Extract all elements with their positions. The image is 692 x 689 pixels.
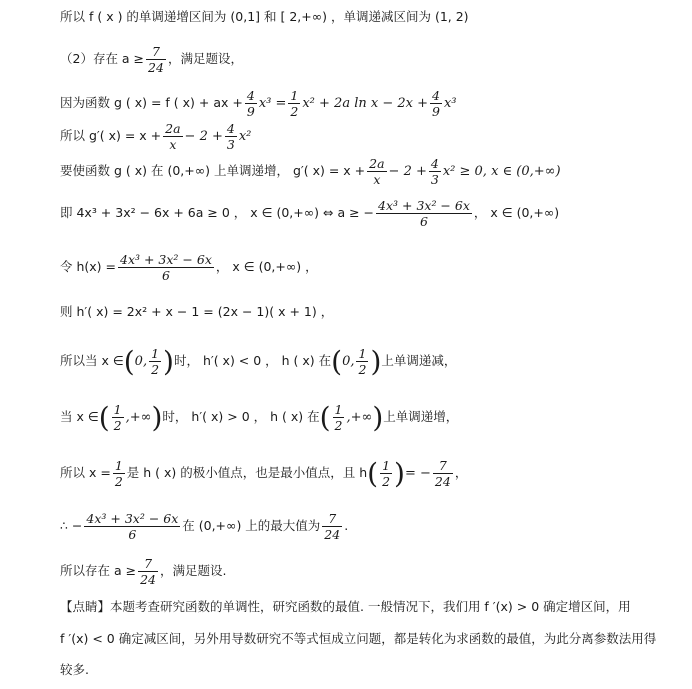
left-paren: (: [319, 400, 331, 434]
text: 在 (0,+∞) 上的最大值为: [182, 518, 321, 533]
fraction: [146, 44, 166, 75]
text: 所以 g′( x) = x +: [60, 128, 162, 143]
text: 是 h ( x) 的极小值点，也是最小值点，且 h: [126, 465, 368, 480]
fraction: [333, 402, 345, 433]
denominator: 3: [430, 172, 439, 187]
left-paren: (: [98, 400, 110, 434]
numerator: 4x³ + 3x² − 6x: [378, 198, 470, 213]
numerator: 7: [438, 458, 447, 473]
numerator: 7: [144, 556, 153, 571]
text: 上单调递减，: [381, 353, 457, 368]
denominator: 24: [148, 60, 164, 75]
text: 上单调递增，: [383, 409, 459, 424]
denominator: 2: [358, 362, 367, 377]
right-paren: ): [394, 456, 405, 490]
math: x³: [443, 96, 457, 111]
numerator: 4: [226, 121, 235, 136]
fraction: [84, 511, 180, 542]
text: 所以 x =: [60, 465, 111, 480]
denominator: 2: [151, 362, 160, 377]
numerator: 1: [334, 402, 343, 417]
denominator: x: [163, 136, 182, 152]
denominator: 24: [324, 527, 341, 542]
denominator: 9: [246, 104, 255, 119]
math: ,+∞: [125, 410, 152, 425]
math: x²: [238, 129, 252, 144]
numerator: 2a: [369, 156, 385, 171]
denominator: 2: [382, 474, 391, 489]
text: ，: [454, 465, 468, 480]
denominator: 6: [118, 267, 214, 283]
line-comment-1: 【点睛】本题考查研究函数的单调性，研究函数的最值. 一般情况下，我们用 f ′(x) > 0 确定增区间，用: [60, 599, 631, 614]
denominator: 2: [334, 418, 343, 433]
fraction: [112, 402, 124, 433]
text: 时， h′( x) > 0 ， h ( x) 在: [162, 409, 320, 424]
numerator: 2a: [165, 121, 181, 136]
denominator: 24: [434, 474, 451, 489]
line-increasing-case: [60, 402, 458, 433]
fraction: [322, 511, 342, 542]
numerator: 4x³ + 3x² − 6x: [120, 252, 212, 267]
line-comment-3: 较多.: [60, 662, 89, 677]
left-paren: (: [331, 344, 343, 378]
math: x² + 2a ln x − 2x +: [302, 96, 428, 111]
numerator: 7: [328, 511, 337, 526]
text: 时， h′( x) < 0 ， h ( x) 在: [173, 353, 332, 368]
fraction: [163, 121, 182, 152]
numerator: 1: [358, 346, 367, 361]
numerator: 1: [151, 346, 160, 361]
line-g-derivative: [60, 121, 251, 152]
fraction: [113, 458, 125, 489]
right-paren: ): [372, 400, 384, 434]
numerator: 1: [290, 88, 299, 103]
line-maximum-value: [60, 511, 348, 542]
left-paren: (: [123, 344, 135, 378]
numerator: 1: [382, 458, 391, 473]
text: （2）存在 a ≥: [60, 51, 145, 66]
denominator: 9: [431, 104, 440, 119]
math: 0,: [342, 354, 355, 369]
fraction: [433, 458, 453, 489]
fraction: [149, 346, 161, 377]
text: ， x ∈ (0,+∞): [473, 205, 560, 220]
line-part2-claim: [60, 44, 243, 75]
fraction: [380, 458, 392, 489]
line-inequality-equivalence: [60, 198, 559, 229]
denominator: 6: [84, 526, 180, 542]
numerator: 4x³ + 3x² − 6x: [86, 511, 179, 526]
text: 即 4x³ + 3x² − 6x + 6a ≥ 0 ， x ∈ (0,+∞) ⇔ a ≥ −: [60, 205, 375, 220]
text: 当 x ∈: [60, 409, 99, 424]
text: ∴ −: [60, 518, 83, 533]
fraction: [118, 252, 214, 283]
right-paren: ): [370, 344, 382, 378]
numerator: 4: [430, 156, 439, 171]
left-paren: (: [367, 456, 379, 490]
fraction: [430, 88, 442, 119]
line-g-definition: [60, 88, 456, 119]
fraction: [429, 156, 441, 187]
fraction: [288, 88, 300, 119]
math: x² ≥ 0, x ∈ (0,+∞): [442, 164, 561, 179]
fraction: [367, 156, 386, 187]
text: 所以存在 a ≥: [60, 563, 137, 578]
text: 要使函数 g ( x) 在 (0,+∞) 上单调递增， g′( x) = x +: [60, 163, 366, 178]
fraction: [356, 346, 368, 377]
line-increasing-condition: [60, 156, 561, 187]
text: .: [344, 518, 349, 533]
text: 所以当 x ∈: [60, 353, 124, 368]
text: 令 h(x) =: [60, 259, 116, 274]
math: − 2 +: [184, 129, 223, 144]
denominator: x: [367, 171, 386, 187]
math: = −: [404, 466, 431, 481]
line-minimum-point: [60, 458, 467, 489]
right-paren: ): [163, 344, 174, 378]
denominator: 2: [290, 104, 299, 119]
text: ， x ∈ (0,+∞) ，: [215, 259, 318, 274]
fraction: [376, 198, 472, 229]
denominator: 2: [113, 418, 122, 433]
text: 因为函数 g ( x) = f ( x) + ax +: [60, 95, 243, 110]
math: x³ =: [258, 96, 287, 111]
line-h-definition: [60, 252, 318, 283]
line-increasing-interval: 所以 f ( x ) 的单调递增区间为 (0,1] 和 [ 2,+∞) ，单调递减区间为 (1, 2): [60, 9, 469, 24]
fraction: [245, 88, 257, 119]
text: ，满足题设，: [167, 51, 243, 66]
denominator: 6: [376, 213, 472, 229]
numerator: 1: [113, 402, 122, 417]
line-decreasing-case: [60, 346, 456, 377]
line-conclusion: [60, 556, 226, 587]
math: − 2 +: [388, 164, 427, 179]
line-h-derivative: 则 h′( x) = 2x² + x − 1 = (2x − 1)( x + 1) ，: [60, 304, 334, 319]
denominator: 2: [114, 474, 123, 489]
numerator: 7: [152, 44, 160, 59]
math: ,+∞: [346, 410, 373, 425]
fraction: [225, 121, 237, 152]
fraction: [138, 556, 158, 587]
numerator: 4: [246, 88, 255, 103]
numerator: 4: [431, 88, 440, 103]
line-comment-2: f ′(x) < 0 确定减区间，另外用导数研究不等式恒成立问题，都是转化为求函数的最值，为此分离参数法用得: [60, 631, 657, 646]
right-paren: ): [151, 400, 163, 434]
denominator: 24: [140, 572, 156, 587]
numerator: 1: [114, 458, 123, 473]
math: 0,: [134, 354, 148, 369]
text: ，满足题设.: [160, 563, 227, 578]
denominator: 3: [226, 137, 235, 152]
